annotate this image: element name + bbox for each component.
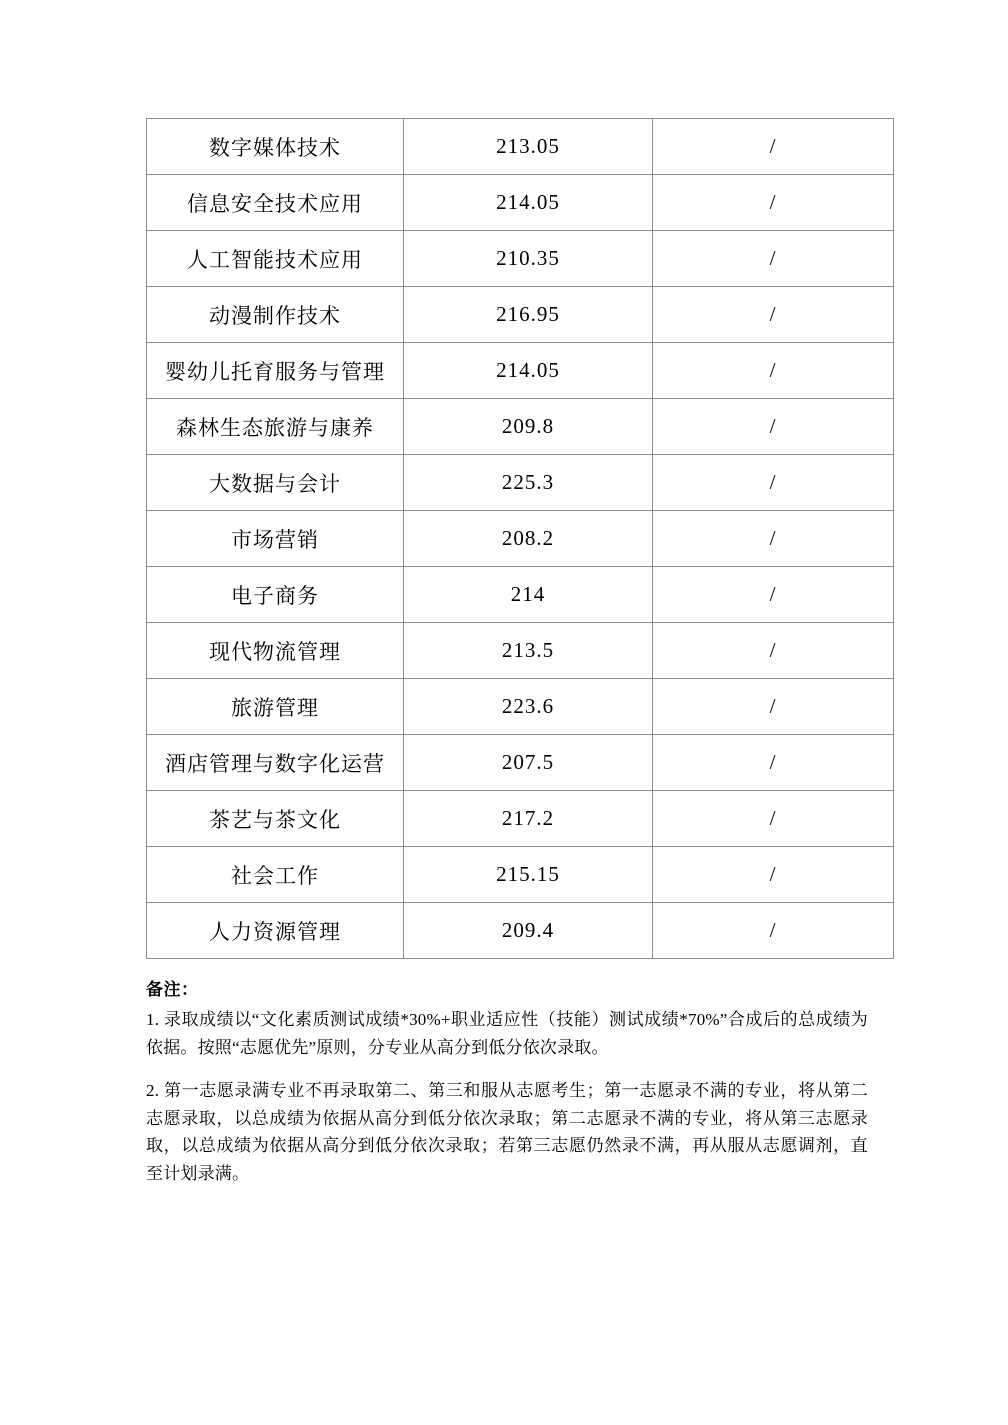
score-cell: 210.35 xyxy=(404,231,653,287)
table-row xyxy=(147,735,894,791)
score-cell: 209.8 xyxy=(404,399,653,455)
table-row xyxy=(147,903,894,959)
note-item-2: 2. 第一志愿录满专业不再录取第二、第三和服从志愿考生；第一志愿录不满的专业，将从第二志愿录取，以总成绩为依据从高分到低分依次录取；第二志愿录不满的专业，将从第三志愿录取，以总成绩为依据从高分到低分依次录取；若第三志愿仍然录不满，再从服从志愿调剂，直至计划录满。 xyxy=(146,1081,868,1183)
note-cell: / xyxy=(653,679,894,735)
major-cell: 社会工作 xyxy=(147,847,404,903)
notes-section xyxy=(146,975,868,1187)
score-cell: 213.05 xyxy=(404,119,653,175)
note-cell: / xyxy=(653,119,894,175)
major-cell: 人力资源管理 xyxy=(147,903,404,959)
note-cell: / xyxy=(653,343,894,399)
note-cell: / xyxy=(653,903,894,959)
major-cell: 森林生态旅游与康养 xyxy=(147,399,404,455)
note-cell: / xyxy=(653,231,894,287)
score-cell: 214.05 xyxy=(404,175,653,231)
note-cell: / xyxy=(653,567,894,623)
table-row xyxy=(147,567,894,623)
table-body xyxy=(147,119,894,959)
major-cell: 大数据与会计 xyxy=(147,455,404,511)
table-row xyxy=(147,791,894,847)
table-row xyxy=(147,287,894,343)
major-cell: 数字媒体技术 xyxy=(147,119,404,175)
note-cell: / xyxy=(653,791,894,847)
score-cell: 207.5 xyxy=(404,735,653,791)
table-row xyxy=(147,343,894,399)
major-cell: 现代物流管理 xyxy=(147,623,404,679)
table-row xyxy=(147,399,894,455)
note-cell: / xyxy=(653,847,894,903)
admission-score-table xyxy=(146,118,894,959)
document-body xyxy=(146,118,866,1203)
score-cell: 216.95 xyxy=(404,287,653,343)
score-cell: 225.3 xyxy=(404,455,653,511)
score-cell: 214 xyxy=(404,567,653,623)
table-row xyxy=(147,455,894,511)
major-cell: 市场营销 xyxy=(147,511,404,567)
note-cell: / xyxy=(653,511,894,567)
note-cell: / xyxy=(653,399,894,455)
major-cell: 旅游管理 xyxy=(147,679,404,735)
score-cell: 209.4 xyxy=(404,903,653,959)
major-cell: 酒店管理与数字化运营 xyxy=(147,735,404,791)
score-cell: 208.2 xyxy=(404,511,653,567)
score-cell: 214.05 xyxy=(404,343,653,399)
score-cell: 223.6 xyxy=(404,679,653,735)
note-cell: / xyxy=(653,175,894,231)
note-cell: / xyxy=(653,287,894,343)
notes-title: 备注： xyxy=(146,980,199,999)
table-row xyxy=(147,175,894,231)
table-row xyxy=(147,679,894,735)
major-cell: 电子商务 xyxy=(147,567,404,623)
note-item-1: 1. 录取成绩以“文化素质测试成绩*30%+职业适应性（技能）测试成绩*70%”合成后的总成绩为依据。按照“志愿优先”原则，分专业从高分到低分依次录取。 xyxy=(146,1010,868,1057)
table-row xyxy=(147,511,894,567)
major-cell: 茶艺与茶文化 xyxy=(147,791,404,847)
major-cell: 婴幼儿托育服务与管理 xyxy=(147,343,404,399)
note-cell: / xyxy=(653,623,894,679)
score-cell: 213.5 xyxy=(404,623,653,679)
major-cell: 人工智能技术应用 xyxy=(147,231,404,287)
major-cell: 动漫制作技术 xyxy=(147,287,404,343)
note-cell: / xyxy=(653,735,894,791)
note-cell: / xyxy=(653,455,894,511)
table-row xyxy=(147,623,894,679)
score-cell: 215.15 xyxy=(404,847,653,903)
table-row xyxy=(147,119,894,175)
major-cell: 信息安全技术应用 xyxy=(147,175,404,231)
table-row xyxy=(147,231,894,287)
table-row xyxy=(147,847,894,903)
score-cell: 217.2 xyxy=(404,791,653,847)
